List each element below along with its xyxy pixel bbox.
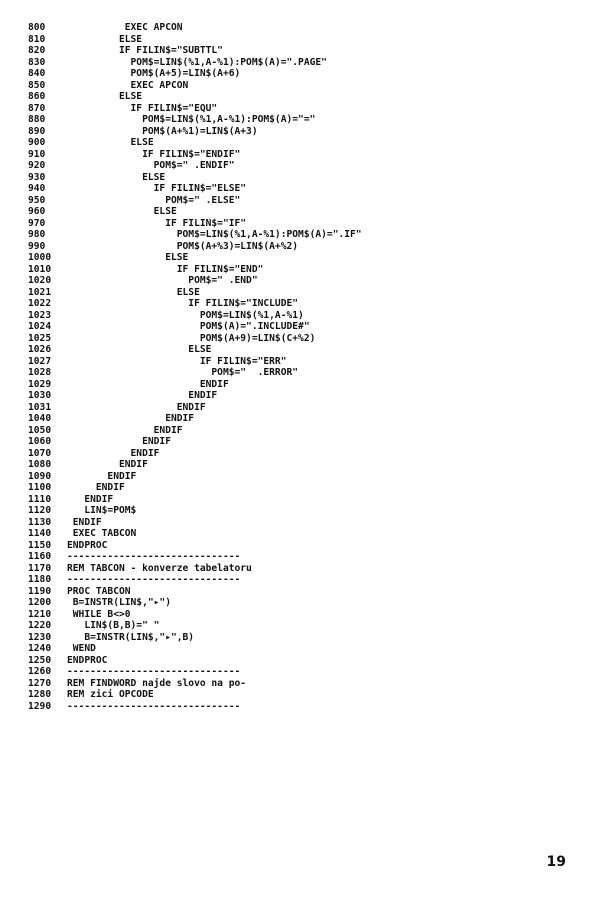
line-number: 1027	[28, 355, 52, 367]
line-code: POM$(A)=".INCLUDE#"	[67, 321, 310, 332]
line-number: 1021	[28, 286, 52, 298]
line-number: 1090	[28, 470, 52, 482]
line-number: 990	[28, 240, 46, 252]
line-number: 1130	[28, 516, 52, 528]
line-code: POM$(A+%3)=LIN$(A+%2)	[67, 240, 299, 252]
code-line	[28, 528, 568, 540]
line-number: 840	[28, 68, 46, 79]
line-number: 1029	[28, 378, 52, 390]
code-line	[28, 379, 568, 391]
line-code: ENDIF	[67, 436, 171, 447]
line-number: 1160	[28, 551, 52, 562]
code-line	[28, 91, 568, 103]
line-number: 950	[28, 194, 46, 206]
code-line	[28, 402, 568, 414]
line-code: ------------------------------	[67, 551, 241, 562]
line-number: 1290	[28, 700, 52, 712]
line-number: 1260	[28, 666, 52, 677]
code-line	[28, 183, 568, 195]
line-code: POM$=LIN$(%1,A-%1):POM$(A)=".PAGE"	[67, 56, 327, 68]
line-code: EXEC TABCON	[67, 528, 137, 539]
code-line	[28, 333, 568, 345]
line-code: ELSE	[67, 137, 154, 148]
code-line	[28, 563, 568, 575]
code-line	[28, 540, 568, 552]
line-code: IF FILIN$="ELSE"	[67, 183, 247, 194]
line-number: 1230	[28, 631, 52, 643]
line-number: 1280	[28, 689, 52, 700]
code-line	[28, 80, 568, 92]
line-code: EXEC APCON	[67, 22, 183, 33]
line-code: POM$=" .END"	[67, 275, 258, 286]
line-number: 1050	[28, 424, 52, 436]
code-line	[28, 206, 568, 218]
code-line	[28, 609, 568, 621]
line-number: 890	[28, 125, 46, 137]
line-code: ELSE	[67, 171, 166, 183]
line-code: ENDIF	[67, 390, 218, 401]
line-number: 1024	[28, 321, 52, 332]
line-number: 1190	[28, 585, 52, 597]
line-number: 860	[28, 91, 46, 102]
code-line	[28, 689, 568, 701]
code-line	[28, 218, 568, 230]
code-line	[28, 459, 568, 471]
code-line	[28, 597, 568, 609]
line-number: 1026	[28, 344, 52, 355]
line-number: 1010	[28, 263, 52, 275]
code-line	[28, 586, 568, 598]
code-line	[28, 34, 568, 46]
code-line	[28, 425, 568, 437]
line-code: ENDIF	[67, 447, 160, 459]
line-number: 1040	[28, 413, 52, 424]
line-number: 880	[28, 114, 46, 125]
line-code: POM$=LIN$(%1,A-%1)	[67, 309, 304, 321]
code-line	[28, 241, 568, 253]
code-line	[28, 310, 568, 322]
code-line	[28, 68, 568, 80]
line-code: ENDIF	[67, 470, 137, 482]
line-code: ELSE	[67, 286, 200, 298]
line-code: POM$=LIN$(%1,A-%1):POM$(A)=".IF"	[67, 229, 362, 240]
line-number: 910	[28, 148, 46, 160]
code-line	[28, 344, 568, 356]
code-line	[28, 103, 568, 115]
code-line	[28, 655, 568, 667]
line-number: 1100	[28, 482, 52, 493]
line-code: PROC TABCON	[67, 585, 131, 597]
code-line	[28, 149, 568, 161]
line-number: 1000	[28, 252, 52, 263]
line-code: LIN$=POM$	[67, 505, 137, 516]
code-line	[28, 264, 568, 276]
line-code: WEND	[67, 643, 96, 654]
line-code: IF FILIN$="SUBTTL"	[67, 45, 223, 56]
line-number: 800	[28, 22, 46, 33]
code-listing	[28, 22, 568, 712]
line-number: 1180	[28, 574, 52, 585]
line-code: POM$=LIN$(%1,A-%1):POM$(A)="="	[67, 114, 316, 125]
line-code: POM$(A+%1)=LIN$(A+3)	[67, 125, 258, 137]
line-code: ------------------------------	[67, 666, 241, 677]
line-code: ENDIF	[67, 459, 148, 470]
code-line	[28, 505, 568, 517]
code-line	[28, 126, 568, 138]
line-code: LIN$(B,B)=" "	[67, 620, 160, 631]
code-line	[28, 551, 568, 563]
line-code: POM$=" .ENDIF"	[67, 160, 235, 171]
line-number: 900	[28, 137, 46, 148]
code-line	[28, 321, 568, 333]
code-line	[28, 574, 568, 586]
code-line	[28, 666, 568, 678]
line-code: ENDPROC	[67, 539, 108, 551]
line-number: 940	[28, 183, 46, 194]
line-code: POM$(A+9)=LIN$(C+%2)	[67, 332, 316, 344]
code-line	[28, 356, 568, 368]
code-line	[28, 678, 568, 690]
line-code: ENDPROC	[67, 654, 108, 666]
code-line	[28, 137, 568, 149]
code-line	[28, 195, 568, 207]
line-code: ------------------------------	[67, 574, 241, 585]
line-number: 1028	[28, 367, 52, 378]
line-code: ELSE	[67, 206, 177, 217]
code-line	[28, 229, 568, 241]
line-code: IF FILIN$="END"	[67, 263, 264, 275]
line-number: 820	[28, 45, 46, 56]
line-code: REM FINDWORD najde slovo na po-	[67, 677, 247, 689]
line-code: REM zici OPCODE	[67, 689, 154, 700]
line-number: 1270	[28, 677, 52, 689]
code-line	[28, 620, 568, 632]
line-code: ENDIF	[67, 401, 206, 413]
code-line	[28, 172, 568, 184]
line-number: 1080	[28, 459, 52, 470]
line-code: ENDIF	[67, 378, 229, 390]
line-number: 1023	[28, 309, 52, 321]
code-line	[28, 252, 568, 264]
code-line	[28, 471, 568, 483]
line-number: 830	[28, 56, 46, 68]
code-line	[28, 701, 568, 713]
line-number: 1200	[28, 597, 52, 608]
line-code: ENDIF	[67, 482, 125, 493]
line-code: ELSE	[67, 91, 143, 102]
line-code: IF FILIN$="EQU"	[67, 102, 218, 114]
line-number: 1140	[28, 528, 52, 539]
code-line	[28, 57, 568, 69]
line-code: ENDIF	[67, 424, 183, 436]
line-number: 1020	[28, 275, 52, 286]
line-number: 980	[28, 229, 46, 240]
line-code: ENDIF	[67, 516, 102, 528]
line-number: 1220	[28, 620, 52, 631]
line-code: POM$=" .ELSE"	[67, 194, 241, 206]
line-code: ENDIF	[67, 413, 195, 424]
line-number: 960	[28, 206, 46, 217]
line-code: B=INSTR(LIN$,"▸")	[67, 597, 171, 608]
code-line	[28, 287, 568, 299]
page-number: 19	[546, 854, 566, 870]
line-code: ENDIF	[67, 493, 114, 505]
line-code: IF FILIN$="INCLUDE"	[67, 298, 299, 309]
code-line	[28, 45, 568, 57]
line-code: IF FILIN$="ERR"	[67, 355, 287, 367]
line-number: 1240	[28, 643, 52, 654]
line-number: 930	[28, 171, 46, 183]
line-number: 870	[28, 102, 46, 114]
line-number: 1150	[28, 539, 52, 551]
line-code: B=INSTR(LIN$,"▸",B)	[67, 631, 195, 643]
line-number: 1250	[28, 654, 52, 666]
code-line	[28, 22, 568, 34]
line-number: 1110	[28, 493, 52, 505]
line-number: 1210	[28, 608, 52, 620]
line-code: WHILE B<>0	[67, 608, 131, 620]
line-number: 810	[28, 33, 46, 45]
line-number: 970	[28, 217, 46, 229]
code-line	[28, 413, 568, 425]
line-code: IF FILIN$="IF"	[67, 217, 247, 229]
code-line	[28, 448, 568, 460]
line-number: 850	[28, 79, 46, 91]
line-code: EXEC APCON	[67, 79, 189, 91]
code-line	[28, 436, 568, 448]
line-code: POM$(A+5)=LIN$(A+6)	[67, 68, 241, 79]
line-number: 1060	[28, 436, 52, 447]
code-line	[28, 114, 568, 126]
code-line	[28, 390, 568, 402]
line-code: POM$=" .ERROR"	[67, 367, 299, 378]
code-line	[28, 367, 568, 379]
line-number: 1030	[28, 390, 52, 401]
line-number: 1031	[28, 401, 52, 413]
line-code: ELSE	[67, 344, 212, 355]
line-code: REM TABCON - konverze tabelatoru	[67, 562, 252, 574]
code-line	[28, 517, 568, 529]
line-number: 1120	[28, 505, 52, 516]
line-code: ------------------------------	[67, 700, 241, 712]
code-line	[28, 160, 568, 172]
code-line	[28, 494, 568, 506]
line-code: IF FILIN$="ENDIF"	[67, 148, 241, 160]
line-code: ELSE	[67, 33, 143, 45]
code-line	[28, 482, 568, 494]
line-number: 1170	[28, 562, 52, 574]
line-number: 1070	[28, 447, 52, 459]
code-line	[28, 298, 568, 310]
code-line	[28, 643, 568, 655]
code-line	[28, 275, 568, 287]
line-code: ELSE	[67, 252, 189, 263]
line-number: 1025	[28, 332, 52, 344]
code-line	[28, 632, 568, 644]
line-number: 920	[28, 160, 46, 171]
line-number: 1022	[28, 298, 52, 309]
